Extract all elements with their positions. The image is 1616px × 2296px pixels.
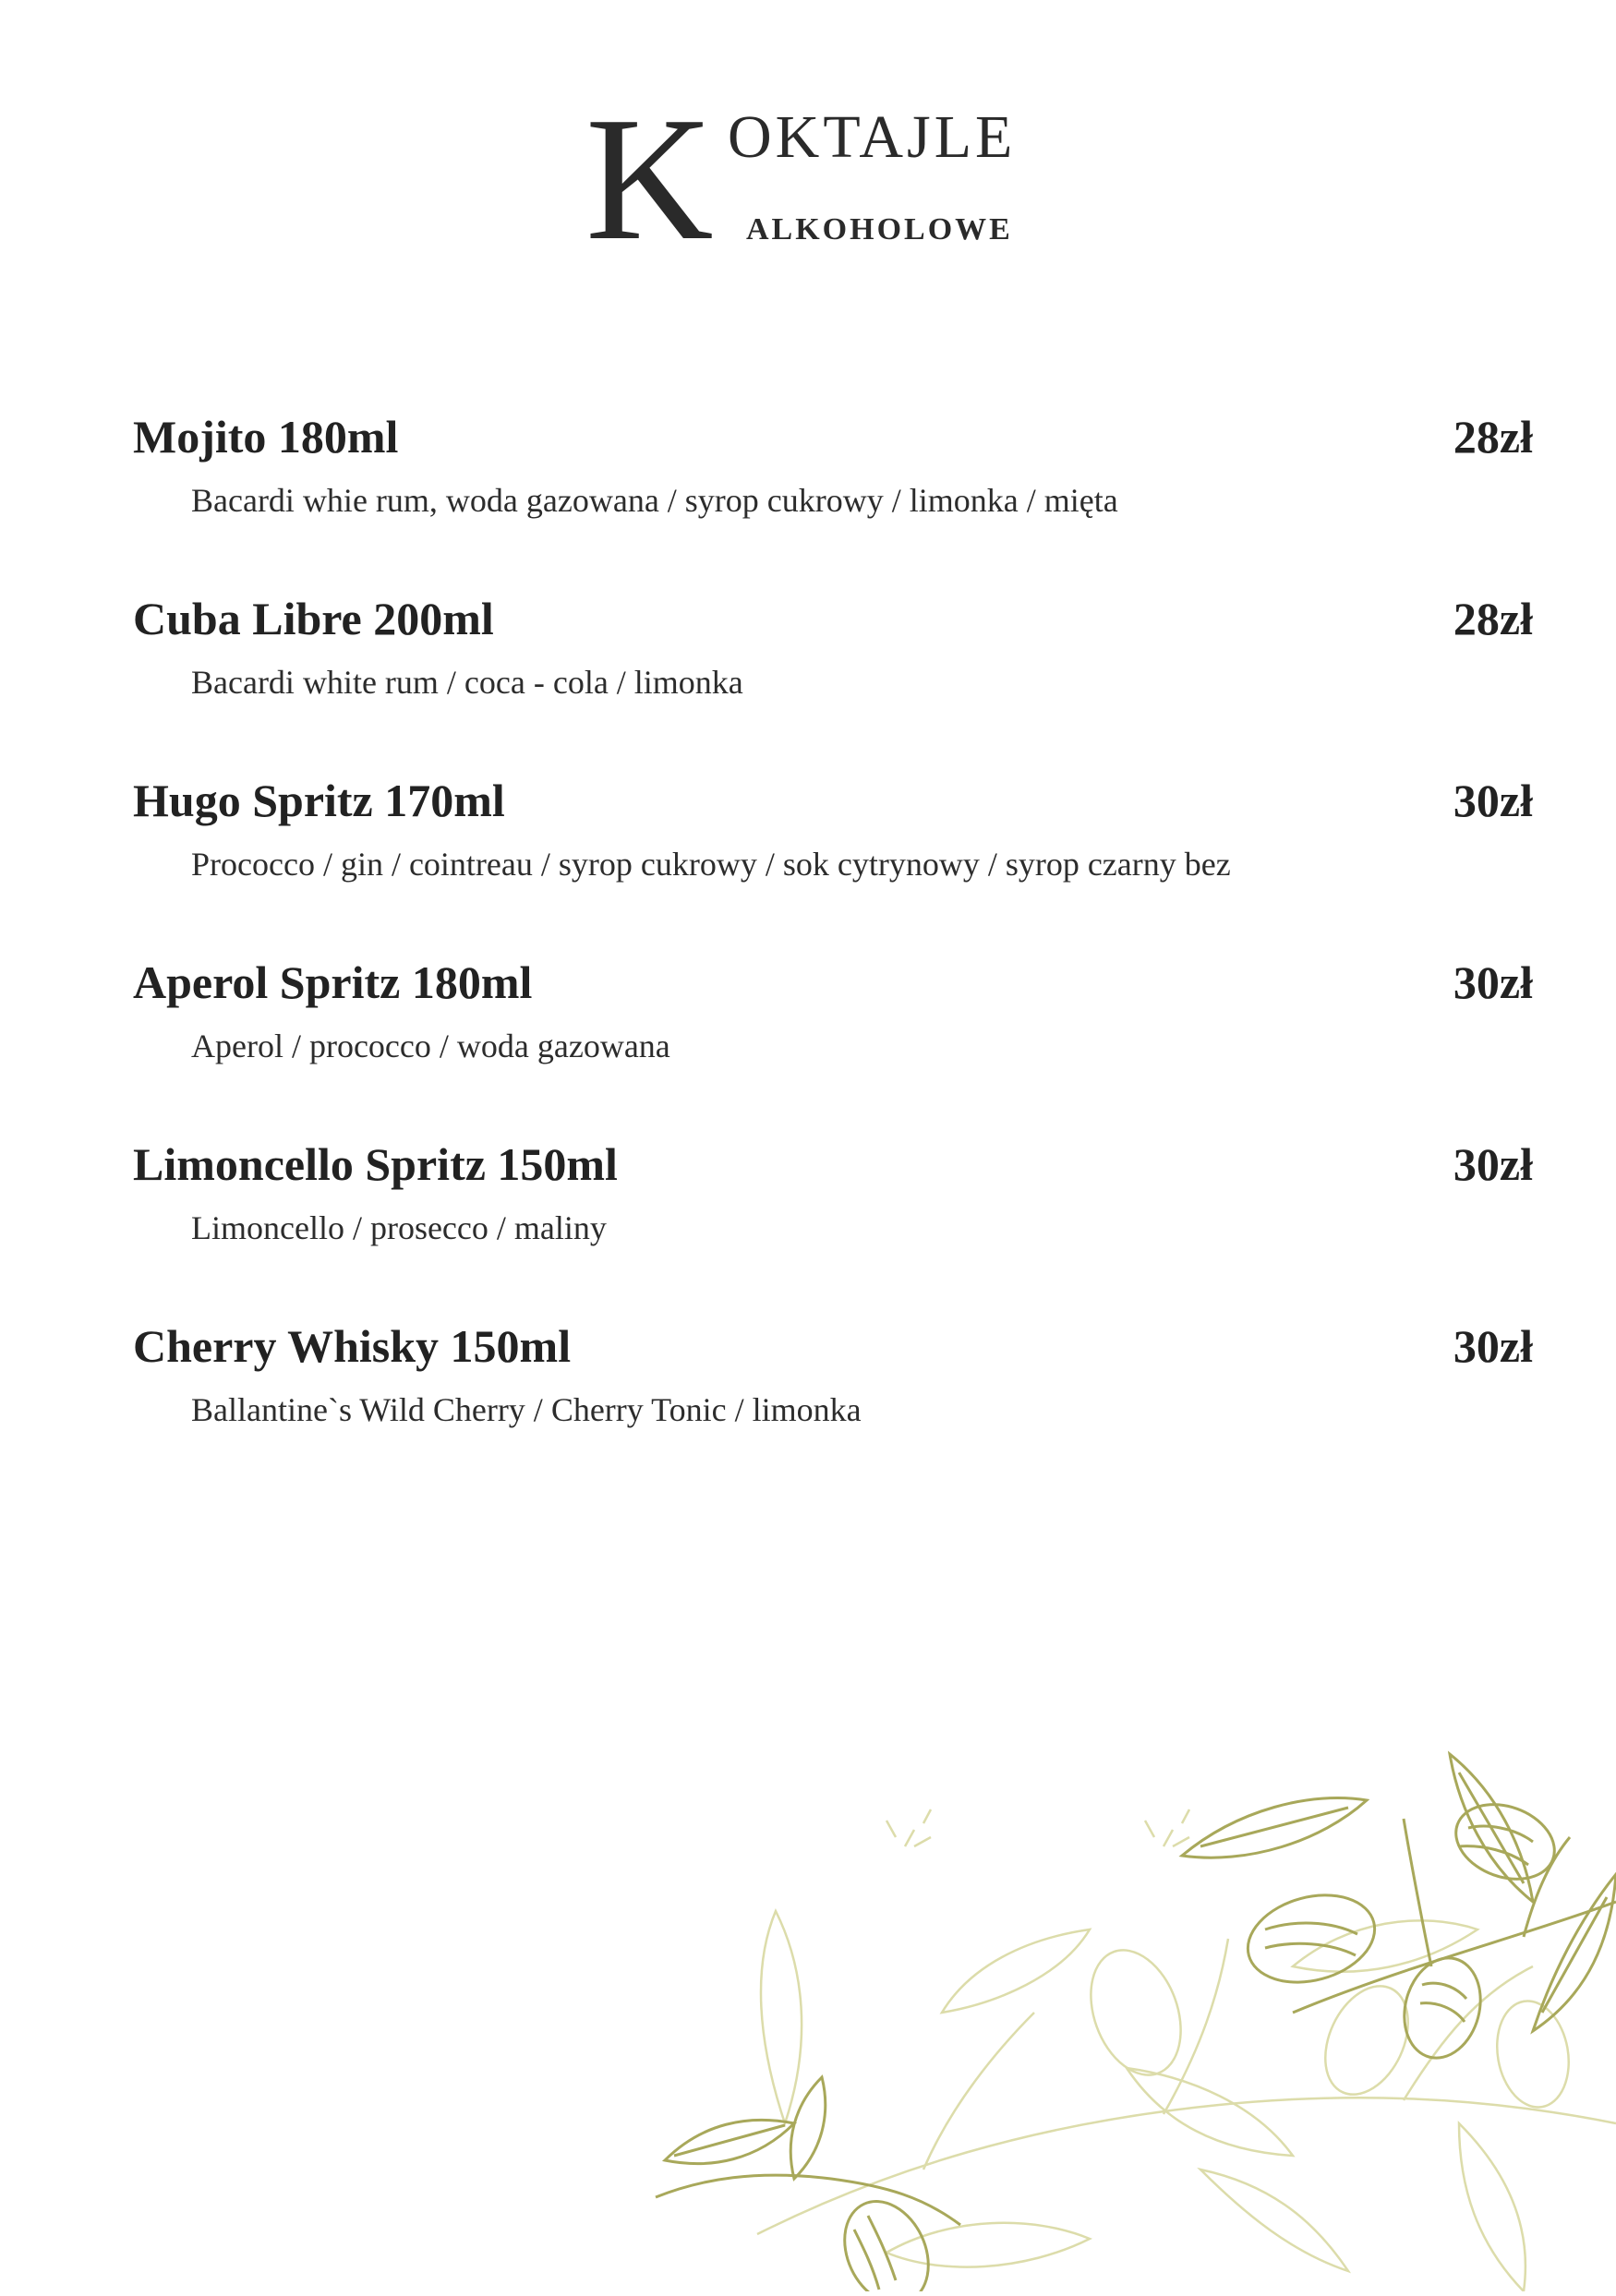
menu-item bbox=[133, 956, 1533, 1141]
menu-item bbox=[133, 777, 1533, 959]
menu-item-name: Aperol Spritz 180ml bbox=[133, 956, 533, 1008]
menu-item-price: 28zł bbox=[1453, 593, 1533, 644]
title-subtitle: ALKOHOLOWE bbox=[746, 212, 1013, 246]
menu-item-name: Hugo Spritz 170ml bbox=[133, 775, 505, 826]
menu-item-description: Bacardi whie rum, woda gazowana / syrop cukrowy / limonka / mięta bbox=[191, 482, 1118, 519]
menu-item-name: Cherry Whisky 150ml bbox=[133, 1320, 572, 1372]
menu-item-price: 30zł bbox=[1453, 956, 1533, 1008]
menu-item-price: 30zł bbox=[1453, 1320, 1533, 1372]
menu-item-price: 30zł bbox=[1453, 775, 1533, 826]
menu-item-name: Mojito 180ml bbox=[133, 411, 399, 463]
title-initial: K bbox=[585, 80, 714, 277]
title-rest: OKTAJLE bbox=[728, 103, 1017, 171]
cocktail-menu-list bbox=[133, 411, 1533, 1505]
menu-item bbox=[133, 411, 1533, 595]
menu-item-description: Prococco / gin / cointreau / syrop cukrowy / sok cytrynowy / syrop czarny bez bbox=[191, 846, 1231, 883]
menu-item-price: 28zł bbox=[1453, 411, 1533, 463]
menu-item bbox=[133, 1138, 1533, 1323]
menu-item-description: Ballantine`s Wild Cherry / Cherry Tonic / limonka bbox=[191, 1391, 862, 1428]
menu-item bbox=[133, 1320, 1533, 1505]
menu-item-description: Aperol / prococco / woda gazowana bbox=[191, 1028, 670, 1064]
menu-item-description: Limoncello / prosecco / maliny bbox=[191, 1209, 607, 1246]
olive-branch-illustration-icon bbox=[646, 1736, 1616, 2291]
menu-item-price: 30zł bbox=[1453, 1138, 1533, 1190]
menu-item-description: Bacardi white rum / coca - cola / limonka bbox=[191, 664, 743, 701]
menu-item bbox=[133, 595, 1533, 777]
menu-title bbox=[585, 80, 1066, 277]
menu-item-name: Limoncello Spritz 150ml bbox=[133, 1138, 618, 1190]
menu-item-name: Cuba Libre 200ml bbox=[133, 593, 494, 644]
